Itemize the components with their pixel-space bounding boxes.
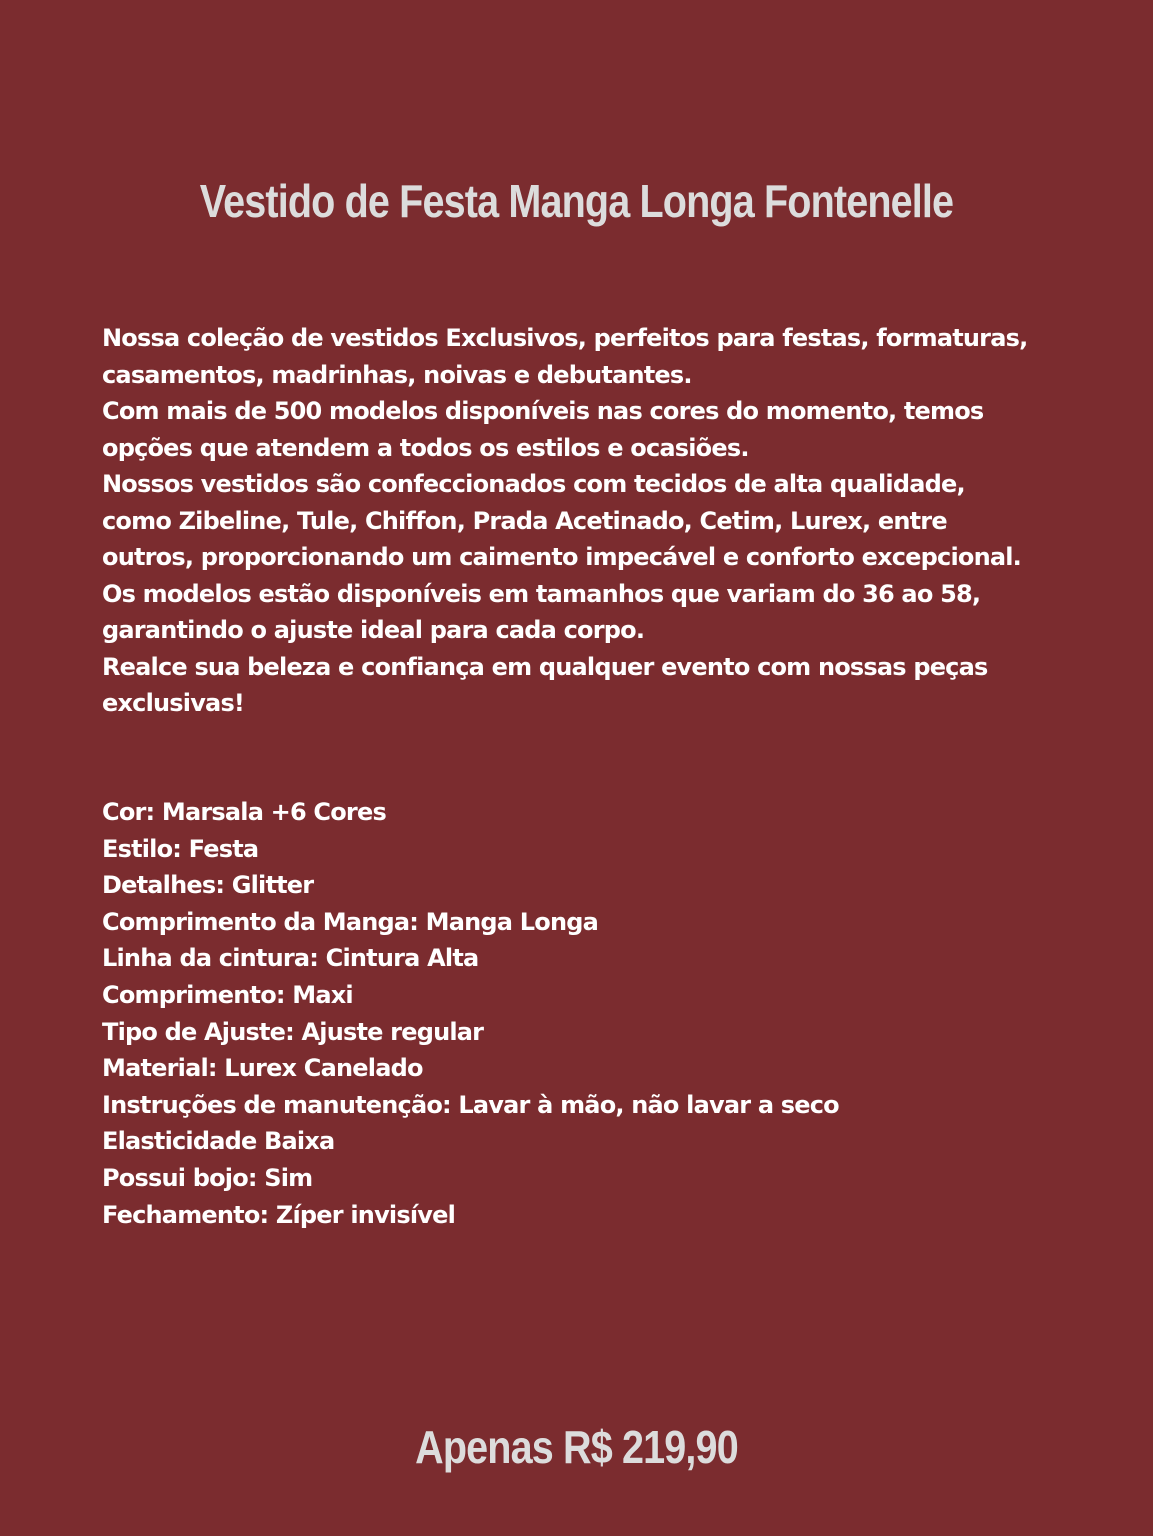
product-title: Vestido de Festa Manga Longa Fontenelle	[199, 174, 954, 227]
description-line: exclusivas!	[102, 689, 245, 717]
spec-item-sleeve-length: Comprimento da Manga: Manga Longa	[102, 907, 598, 936]
description-line: casamentos, madrinhas, noivas e debutantes.	[102, 360, 692, 389]
spec-item-color: Cor: Marsala +6 Cores	[102, 798, 386, 826]
spec-item-padding: Possui bojo: Sim	[102, 1163, 313, 1192]
spec-item-material: Material: Lurex Canelado	[102, 1054, 423, 1083]
spec-item-care: Instruções de manutenção: Lavar à mão, não lavar a seco	[102, 1090, 839, 1119]
description-line: Realce sua beleza e confiança em qualquer evento com nossas peças	[102, 652, 988, 681]
description-line: Nossos vestidos são confeccionados com tecidos de alta qualidade,	[102, 470, 965, 498]
spec-item-elasticity: Elasticidade Baixa	[102, 1127, 335, 1156]
product-specs-list	[102, 794, 1082, 1233]
spec-item-fit-type: Tipo de Ajuste: Ajuste regular	[102, 1017, 484, 1046]
description-line: como Zibeline, Tule, Chiffon, Prada Acetinado, Cetim, Lurex, entre	[102, 506, 947, 535]
spec-item-closure: Fechamento: Zíper invisível	[102, 1200, 456, 1229]
product-description	[102, 320, 1082, 722]
price-label: Apenas R$ 219,90	[415, 1421, 738, 1473]
description-line: Nossa coleção de vestidos Exclusivos, perfeitos para festas, formaturas,	[102, 324, 1028, 352]
description-line: Com mais de 500 modelos disponíveis nas cores do momento, temos	[102, 397, 984, 425]
spec-item-waistline: Linha da cintura: Cintura Alta	[102, 944, 479, 973]
description-line: garantindo o ajuste ideal para cada corpo.	[102, 616, 645, 644]
spec-item-details: Detalhes: Glitter	[102, 871, 314, 900]
description-line: opções que atendem a todos os estilos e ocasiões.	[102, 433, 749, 462]
spec-item-style: Estilo: Festa	[102, 834, 259, 863]
spec-item-length: Comprimento: Maxi	[102, 980, 353, 1009]
description-line: Os modelos estão disponíveis em tamanhos que variam do 36 ao 58,	[102, 579, 981, 608]
description-line: outros, proporcionando um caimento impecável e conforto excepcional.	[102, 543, 1021, 571]
